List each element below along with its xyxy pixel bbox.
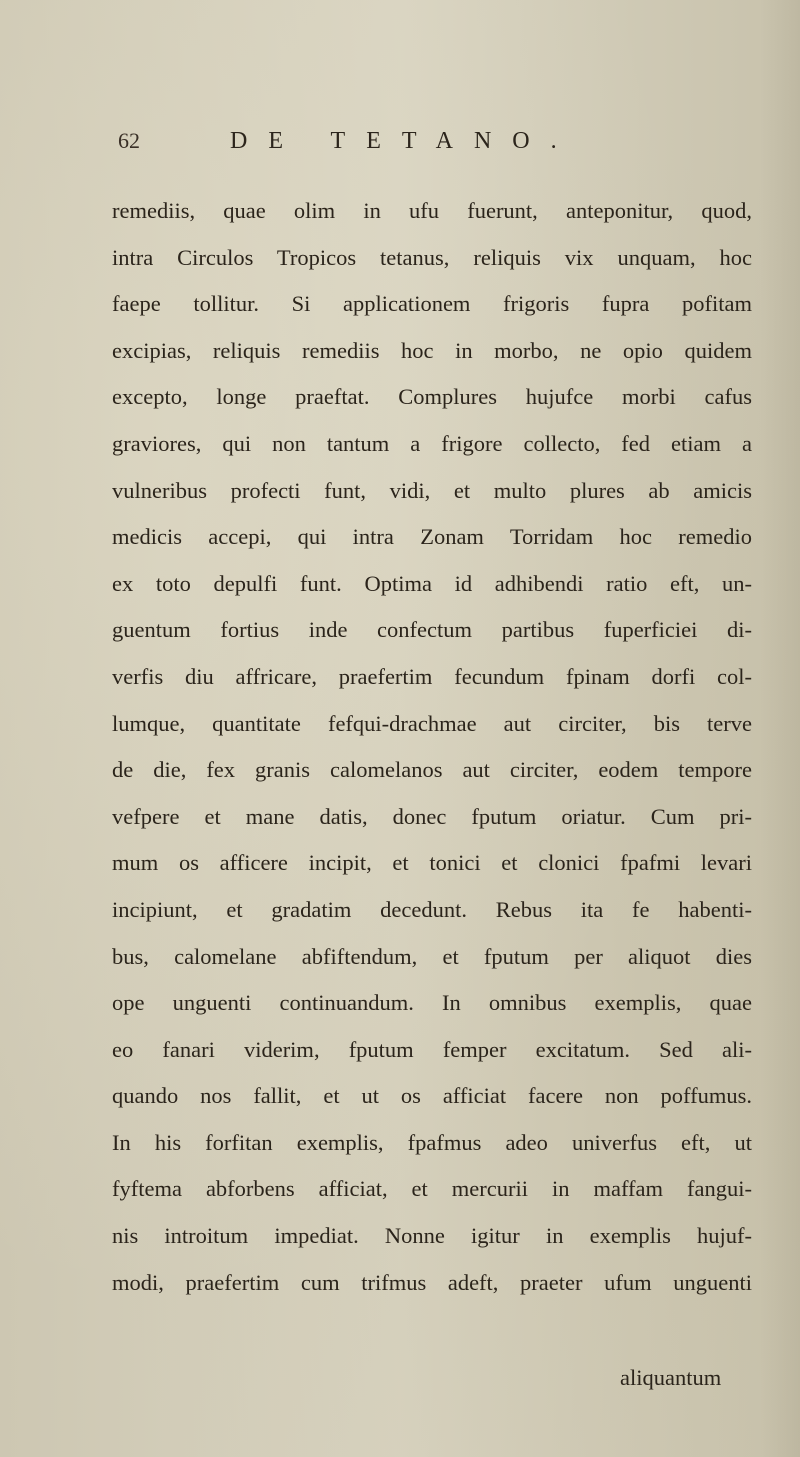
text-line: lumque, quantitate fefqui-drachmae aut circiter, bis terve	[112, 710, 752, 736]
text-line: quando nos fallit, et ut os afficiat facere non poffumus.	[112, 1083, 752, 1109]
text-line: verfis diu affricare, praefertim fecundum fpinam dorfi col-	[112, 663, 752, 689]
text-line: medicis accepi, qui intra Zonam Torridam hoc remedio	[112, 524, 752, 550]
text-line: guentum fortius inde confectum partibus fuperficiei di-	[112, 617, 752, 643]
text-line: fyftema abforbens afficiat, et mercurii in maffam fangui-	[112, 1176, 752, 1202]
text-line: mum os afficere incipit, et tonici et clonici fpafmi levari	[112, 850, 752, 876]
text-line: modi, praefertim cum trifmus adeft, praeter ufum unguenti	[112, 1269, 752, 1295]
text-line: excipias, reliquis remediis hoc in morbo, ne opio quidem	[112, 337, 752, 363]
text-line: In his forfitan exemplis, fpafmus adeo univerfus eft, ut	[112, 1129, 752, 1155]
text-line: graviores, qui non tantum a frigore collecto, fed etiam a	[112, 430, 752, 456]
text-line: faepe tollitur. Si applicationem frigoris fupra pofitam	[112, 291, 752, 317]
text-line: incipiunt, et gradatim decedunt. Rebus ita fe habenti-	[112, 896, 752, 922]
page-edge-shadow	[760, 0, 800, 1457]
running-head	[118, 128, 678, 164]
text-line: ex toto depulfi funt. Optima id adhibendi ratio eft, un-	[112, 570, 752, 596]
text-line: excepto, longe praeftat. Complures hujufce morbi cafus	[112, 384, 752, 410]
page-number: 62	[118, 128, 140, 153]
text-line: nis introitum impediat. Nonne igitur in exemplis hujuf-	[112, 1223, 752, 1249]
text-line: vefpere et mane datis, donec fputum oriatur. Cum pri-	[112, 803, 752, 829]
text-line: intra Circulos Tropicos tetanus, reliquis vix unquam, hoc	[112, 244, 752, 270]
text-line: ope unguenti continuandum. In omnibus exemplis, quae	[112, 990, 752, 1016]
text-line: vulneribus profecti funt, vidi, et multo plures ab amicis	[112, 477, 752, 503]
text-line: eo fanari viderim, fputum femper excitatum. Sed ali-	[112, 1036, 752, 1062]
running-title: DE TETANO.	[230, 128, 578, 154]
catchword: aliquantum	[620, 1365, 722, 1390]
text-line: bus, calomelane abfiftendum, et fputum per aliquot dies	[112, 943, 752, 969]
text-line: de die, fex granis calomelanos aut circiter, eodem tempore	[112, 757, 752, 783]
body-text	[112, 188, 752, 1306]
text-line: remediis, quae olim in ufu fuerunt, anteponitur, quod,	[112, 198, 752, 223]
